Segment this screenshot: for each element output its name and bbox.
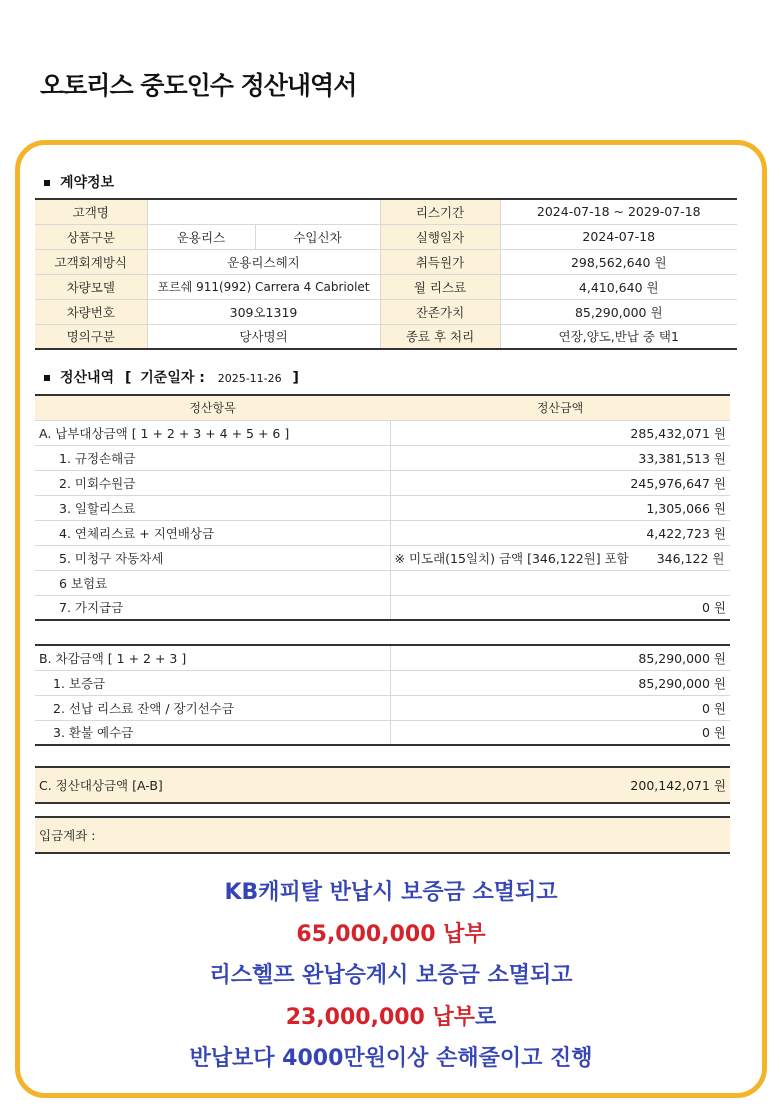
lease-period-value: 2024-07-18 ~ 2029-07-18 bbox=[500, 199, 737, 224]
residual-label: 잔존가치 bbox=[380, 299, 500, 324]
c-label: C. 정산대상금액 [A-B] bbox=[35, 767, 390, 803]
title-holder-value: 당사명의 bbox=[147, 324, 380, 349]
product-type-value: 운용리스 bbox=[147, 224, 255, 249]
a-label: A. 납부대상금액 [ 1 + 2 + 3 + 4 + 5 + 6 ] bbox=[35, 420, 390, 445]
bullet-icon bbox=[44, 375, 50, 381]
table-row bbox=[35, 595, 730, 620]
table-row bbox=[35, 817, 730, 853]
settlement-table-c bbox=[35, 766, 730, 804]
a-item-amount-cell bbox=[390, 545, 730, 570]
table-row bbox=[35, 299, 737, 324]
acquisition-cost-label: 취득원가 bbox=[380, 249, 500, 274]
a-item-label: 6 보험료 bbox=[35, 570, 390, 595]
customer-label: 고객명 bbox=[35, 199, 147, 224]
note-line-5: 반납보다 4000만원이상 손해줄이고 진행 bbox=[189, 1046, 593, 1071]
plate-value: 309오1319 bbox=[147, 299, 380, 324]
note-line-3: 리스헬프 완납승계시 보증금 소멸되고 bbox=[209, 963, 573, 988]
lease-period-label: 리스기간 bbox=[380, 199, 500, 224]
a-item-label: 5. 미청구 자동차세 bbox=[35, 545, 390, 570]
product-subtype-value: 수입신차 bbox=[255, 224, 380, 249]
accounting-label: 고객회계방식 bbox=[35, 249, 147, 274]
table-row bbox=[35, 720, 730, 745]
table-row bbox=[35, 495, 730, 520]
vehicle-model-value: 포르쉐 911(992) Carrera 4 Cabriolet bbox=[147, 274, 380, 299]
base-date-label: 기준일자 : bbox=[140, 370, 205, 386]
note-line-4-suffix: 로 bbox=[475, 1004, 497, 1030]
c-amount: 200,142,071 원 bbox=[390, 767, 730, 803]
monthly-fee-label: 월 리스료 bbox=[380, 274, 500, 299]
settlement-heading bbox=[44, 367, 299, 387]
contract-table bbox=[35, 198, 737, 350]
table-row bbox=[35, 249, 737, 274]
customer-value bbox=[147, 199, 380, 224]
table-row bbox=[35, 767, 730, 803]
col-item-header: 정산항목 bbox=[35, 395, 390, 420]
title-holder-label: 명의구분 bbox=[35, 324, 147, 349]
table-header bbox=[35, 395, 730, 420]
execution-date-value: 2024-07-18 bbox=[500, 224, 737, 249]
bracket-close: ] bbox=[292, 370, 299, 386]
a-item-amount: 0 원 bbox=[390, 595, 730, 620]
a-amount: 285,432,071 원 bbox=[390, 420, 730, 445]
a-item-amount: 33,381,513 원 bbox=[390, 445, 730, 470]
a-item-label: 3. 일할리스료 bbox=[35, 495, 390, 520]
table-row bbox=[35, 545, 730, 570]
b-label: B. 차감금액 [ 1 + 2 + 3 ] bbox=[35, 645, 390, 670]
table-row bbox=[35, 199, 737, 224]
a-item-amount bbox=[390, 570, 730, 595]
a-item-amount: 1,305,066 원 bbox=[390, 495, 730, 520]
a-item-label: 4. 연체리스료 + 지연배상금 bbox=[35, 520, 390, 545]
bullet-icon bbox=[44, 180, 50, 186]
end-handling-value: 연장,양도,반납 중 택1 bbox=[500, 324, 737, 349]
table-row bbox=[35, 645, 730, 670]
contract-heading bbox=[44, 172, 114, 192]
accounting-value: 운용리스헤지 bbox=[147, 249, 380, 274]
execution-date-label: 실행일자 bbox=[380, 224, 500, 249]
bracket-open: [ bbox=[124, 370, 132, 386]
deposit-account-label: 입금계좌 : bbox=[35, 817, 730, 853]
annotation-block bbox=[20, 872, 762, 1080]
table-row bbox=[35, 224, 737, 249]
monthly-fee-value: 4,410,640 원 bbox=[500, 274, 737, 299]
note-line-2: 65,000,000 납부 bbox=[296, 921, 486, 947]
table-row bbox=[35, 670, 730, 695]
acquisition-cost-value: 298,562,640 원 bbox=[500, 249, 737, 274]
b-item-label: 1. 보증금 bbox=[35, 670, 390, 695]
a-item-label: 7. 가지급금 bbox=[35, 595, 390, 620]
a-item-amount: 346,122 원 bbox=[656, 550, 725, 566]
b-item-label: 3. 환불 예수금 bbox=[35, 720, 390, 745]
a-item-amount: 245,976,647 원 bbox=[390, 470, 730, 495]
note-line-1: KB캐피탈 반납시 보증금 소멸되고 bbox=[224, 880, 558, 905]
table-row bbox=[35, 570, 730, 595]
table-row bbox=[35, 470, 730, 495]
residual-value: 85,290,000 원 bbox=[500, 299, 737, 324]
settlement-table-a bbox=[35, 394, 730, 621]
deposit-account-table bbox=[35, 816, 730, 854]
table-row bbox=[35, 520, 730, 545]
table-row bbox=[35, 420, 730, 445]
settlement-table-b bbox=[35, 644, 730, 746]
b-item-label: 2. 선납 리스료 잔액 / 장기선수금 bbox=[35, 695, 390, 720]
b-item-amount: 0 원 bbox=[390, 695, 730, 720]
contract-heading-text: 계약정보 bbox=[60, 175, 115, 191]
base-date-value: 2025-11-26 bbox=[217, 372, 282, 385]
note-line-4 bbox=[20, 997, 762, 1039]
b-item-amount: 0 원 bbox=[390, 720, 730, 745]
end-handling-label: 종료 후 처리 bbox=[380, 324, 500, 349]
b-amount: 85,290,000 원 bbox=[390, 645, 730, 670]
a-item-label: 1. 규정손해금 bbox=[35, 445, 390, 470]
a-item-amount: 4,422,723 원 bbox=[390, 520, 730, 545]
settlement-heading-text: 정산내역 bbox=[60, 370, 115, 386]
page-title: 오토리스 중도인수 정산내역서 bbox=[40, 71, 357, 100]
vehicle-model-label: 차량모델 bbox=[35, 274, 147, 299]
table-row bbox=[35, 445, 730, 470]
table-row bbox=[35, 695, 730, 720]
table-row bbox=[35, 274, 737, 299]
product-type-label: 상품구분 bbox=[35, 224, 147, 249]
b-item-amount: 85,290,000 원 bbox=[390, 670, 730, 695]
note-line-4-amount: 23,000,000 납부 bbox=[285, 1004, 476, 1030]
a-item-label: 2. 미회수원금 bbox=[35, 470, 390, 495]
tax-note: ※ 미도래(15일치) 금액 [346,122원] 포함 bbox=[394, 550, 629, 566]
plate-label: 차량번호 bbox=[35, 299, 147, 324]
col-amount-header: 정산금액 bbox=[390, 395, 730, 420]
table-row bbox=[35, 324, 737, 349]
